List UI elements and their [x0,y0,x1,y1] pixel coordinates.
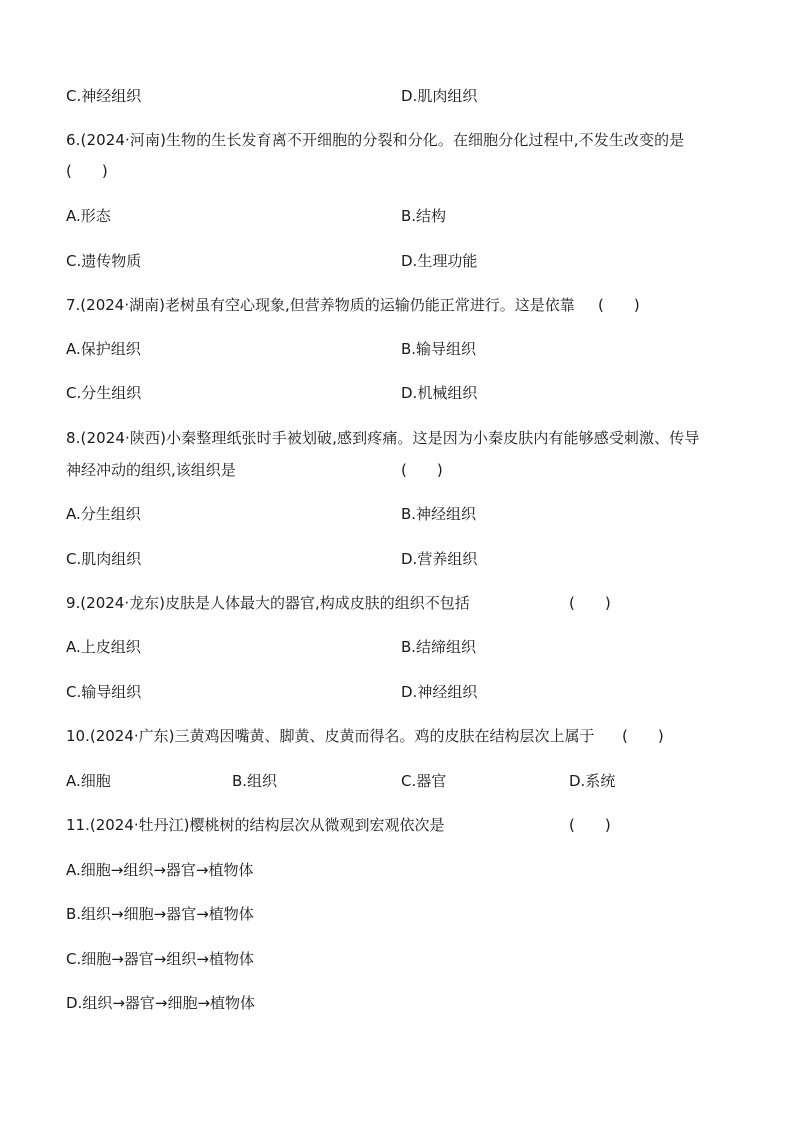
option-c: C.神经组织 [66,87,142,105]
option-c: C.遗传物质 [66,252,142,270]
option-c: C.分生组织 [66,384,142,402]
option-row [66,338,738,360]
option-a: A.保护组织 [66,340,141,358]
option-a: A.细胞→组织→器官→植物体 [66,861,254,879]
question-9-text: 9.(2024·龙东)皮肤是人体最大的器官,构成皮肤的组织不包括 [66,594,470,612]
option-c: C.器官 [401,772,447,790]
option-d: D.组织→器官→细胞→植物体 [66,994,256,1012]
option-b: B.结缔组织 [401,638,477,656]
option-row [66,250,738,272]
option-row [66,503,738,525]
question-10-stem [66,725,738,747]
option-a: A.细胞 [66,772,111,790]
option-row [66,548,738,570]
answer-paren: ( ) [622,727,664,745]
answer-paren: ( ) [569,816,611,834]
option-a: A.上皮组织 [66,638,141,656]
question-6-paren-line [66,160,738,182]
option-b: B.组织 [232,772,278,790]
answer-paren: ( ) [401,461,443,479]
question-9-stem [66,592,738,614]
option-b: B.结构 [401,207,447,225]
option-c: C.细胞→器官→组织→植物体 [66,950,254,968]
answer-paren: ( ) [569,594,611,612]
option-d: D.生理功能 [401,252,478,270]
question-11-stem [66,814,738,836]
option-row [66,770,738,792]
option-row [66,382,738,404]
option-c: C.输导组织 [66,683,142,701]
option-d: D.神经组织 [401,683,478,701]
question-6-stem: 6.(2024·河南)生物的生长发育离不开细胞的分裂和分化。在细胞分化过程中,不发生改变的是 [66,131,685,149]
option-d: D.系统 [569,772,616,790]
question-8-stem-line2 [66,459,738,481]
option-b: B.神经组织 [401,505,477,523]
question-8-text: 神经冲动的组织,该组织是 [66,461,236,479]
option-d: D.肌肉组织 [401,87,478,105]
option-row [66,636,738,658]
answer-paren: ( ) [598,296,640,314]
option-d: D.机械组织 [401,384,478,402]
option-d: D.营养组织 [401,550,478,568]
option-row [66,85,738,107]
question-8-stem: 8.(2024·陕西)小秦整理纸张时手被划破,感到疼痛。这是因为小秦皮肤内有能够感受刺激、传导 [66,429,700,447]
option-c: C.肌肉组织 [66,550,142,568]
question-7-text: 7.(2024·湖南)老树虽有空心现象,但营养物质的运输仍能正常进行。这是依靠 [66,296,575,314]
option-a: A.形态 [66,207,111,225]
question-10-text: 10.(2024·广东)三黄鸡因嘴黄、脚黄、皮黄而得名。鸡的皮肤在结构层次上属于 [66,727,595,745]
option-row [66,681,738,703]
option-a: A.分生组织 [66,505,141,523]
question-11-text: 11.(2024·牡丹江)樱桃树的结构层次从微观到宏观依次是 [66,816,445,834]
answer-paren: ( ) [66,162,108,180]
option-b: B.组织→细胞→器官→植物体 [66,905,254,923]
option-b: B.输导组织 [401,340,477,358]
option-row [66,205,738,227]
question-7-stem [66,294,738,316]
